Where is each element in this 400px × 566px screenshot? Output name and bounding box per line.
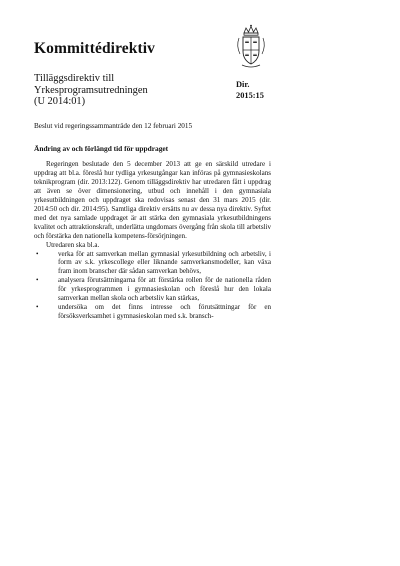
swedish-royal-crest-icon bbox=[233, 24, 269, 70]
section-heading: Ändring av och förlängd tid för uppdraget bbox=[34, 144, 169, 153]
list-item bbox=[34, 276, 271, 303]
subtitle-line: Yrkesprogramsutredningen bbox=[34, 84, 148, 96]
subtitle-line: Tilläggsdirektiv till bbox=[34, 73, 115, 84]
subtitle-line: (U 2014:01) bbox=[34, 96, 86, 108]
directive-number-block bbox=[236, 80, 264, 101]
section-body bbox=[34, 160, 271, 321]
bullet-list bbox=[34, 250, 271, 322]
paragraph: Utredaren ska bl.a. bbox=[46, 240, 100, 249]
list-item-text: analysera förutsättningarna för att förstärka rollen för de nationella råden för yrkesprogrammen i gymnasieskolan och föreslå hur den lokala samverkan mellan skola och arbetsliv kan stärkas, bbox=[58, 276, 271, 303]
paragraph: Regeringen beslutade den 5 december 2013 att ge en särskild utredare i uppdrag att bl.a. föreslå hur tydliga yrkesutgångar kan införas på gymnasieskolans teknikprogram (dir. 2013:122). Genom tilläggsdirektiv har utredaren fått i uppdrag att även se över dimensionering, utbud och innehåll i den gymnasiala yrkesutbildningen och uppdraget ska redovisas senast den 31 mars 2015 (dir. 2014:50 och dir. 2014:95). Samtliga direktiv ersätts nu av dessa nya direktiv. Syftet med det nya samlade uppdraget är att stärka den gymnasiala yrkesutbildningens kvalitet och attraktionskraft, underlätta ungdomars övergång från skola till arbetsliv och förstärka den nationella kompetens-försörjningen. bbox=[34, 160, 271, 240]
list-item-text: undersöka om det finns intresse och förutsättningar för en försöksverksamhet i gymnasieskolan med s.k. bransch- bbox=[58, 303, 271, 321]
document-subtitle bbox=[34, 73, 224, 108]
list-item bbox=[34, 250, 271, 277]
list-item-text: verka för att samverkan mellan gymnasial yrkesutbildning och arbetsliv, i form av s.k. yrkescollege eller liknande samverkansmodeller, kan växa fram inom branscher där sådan samverkan behövs, bbox=[58, 249, 271, 276]
decision-line: Beslut vid regeringssammanträde den 12 februari 2015 bbox=[34, 122, 193, 130]
bullet-icon: • bbox=[36, 249, 39, 258]
dir-label: Dir. bbox=[236, 80, 250, 89]
bullet-icon: • bbox=[36, 303, 39, 312]
dir-number: 2015:15 bbox=[236, 90, 264, 100]
list-item bbox=[34, 303, 271, 321]
document-title: Kommittédirektiv bbox=[34, 40, 155, 57]
bullet-icon: • bbox=[36, 276, 39, 285]
